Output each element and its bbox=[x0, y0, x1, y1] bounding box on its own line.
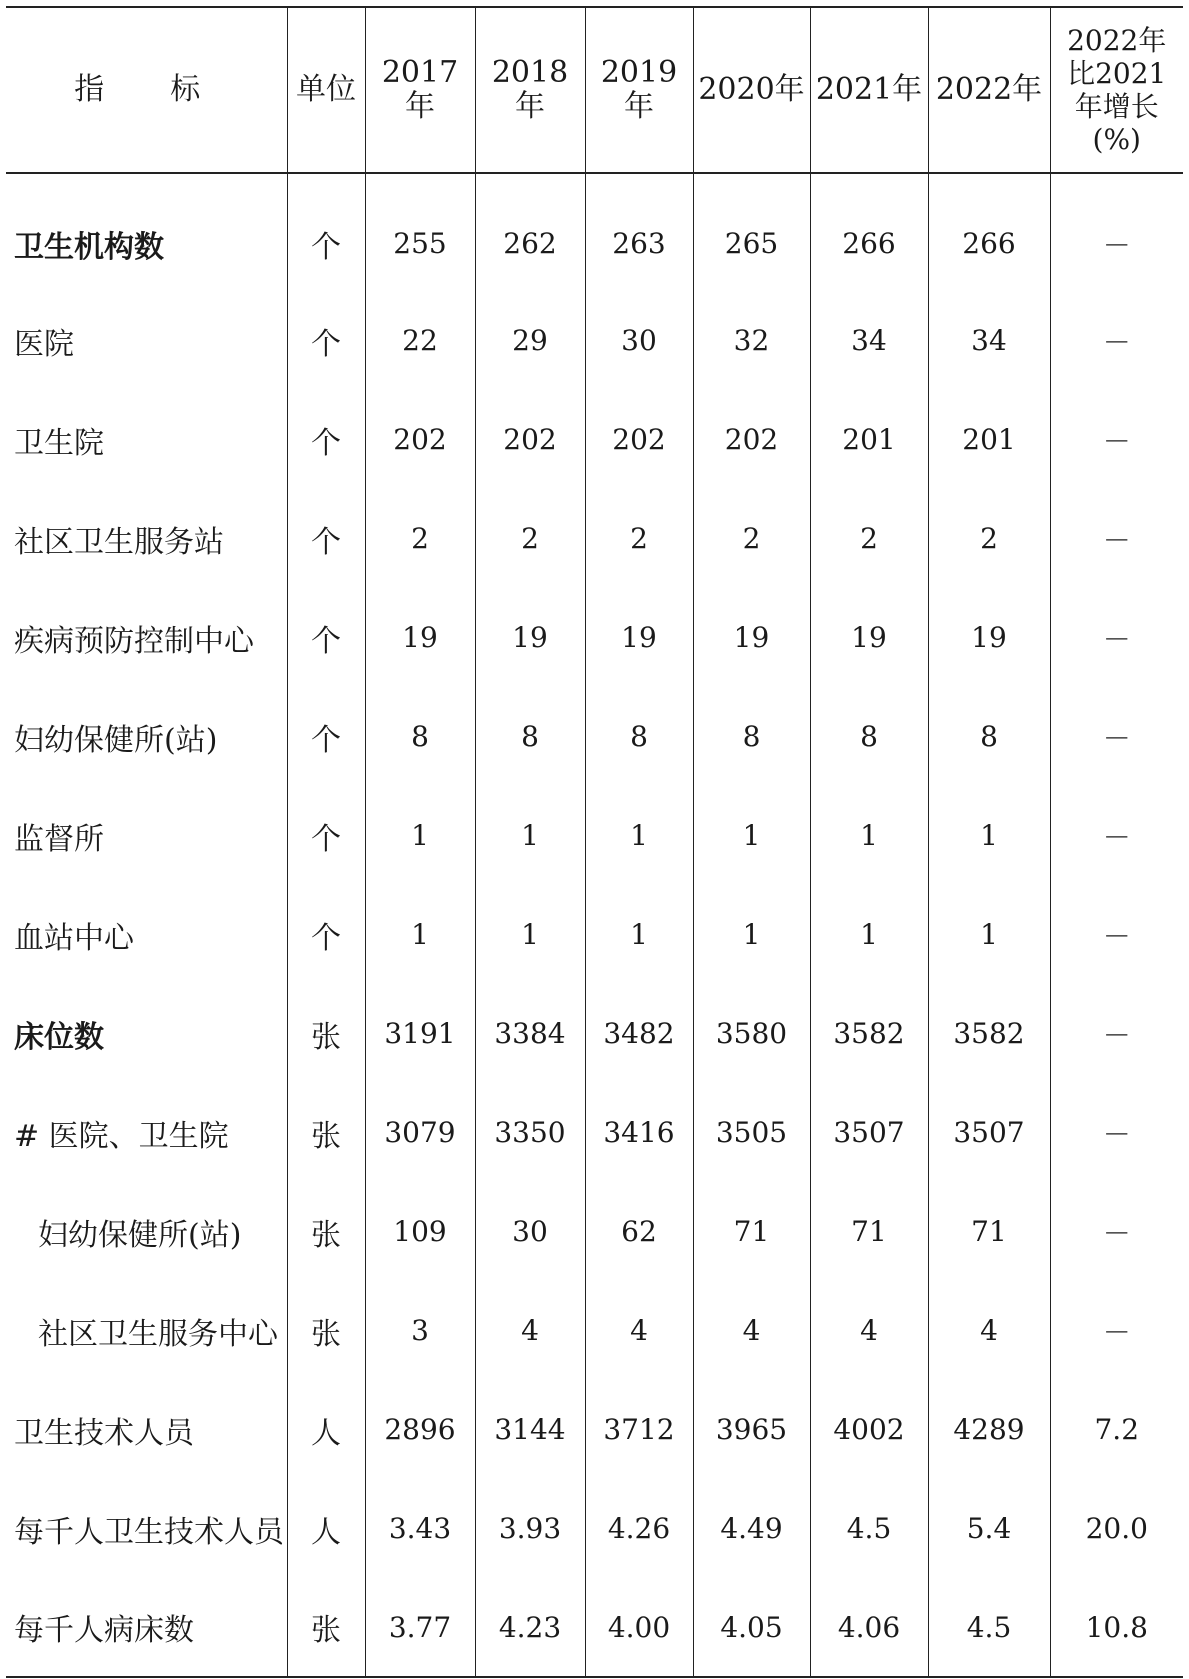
row-value-2018: 3.93 bbox=[475, 1479, 585, 1578]
row-value-2021: 8 bbox=[810, 687, 928, 786]
row-indicator-name: 妇幼保健所(站) bbox=[14, 722, 218, 758]
row-value-2021: 34 bbox=[810, 291, 928, 390]
row-value-2017: 3.43 bbox=[365, 1479, 475, 1578]
statistics-table-container bbox=[6, 6, 1183, 1678]
row-value-2017: 2 bbox=[365, 489, 475, 588]
row-value-2018: 30 bbox=[475, 1182, 585, 1281]
row-value-2022: 71 bbox=[928, 1182, 1050, 1281]
table-row bbox=[6, 1380, 1183, 1479]
row-unit: 人 bbox=[287, 1479, 365, 1578]
row-value-2020: 265 bbox=[693, 173, 810, 291]
row-value-2018: 1 bbox=[475, 786, 585, 885]
row-indicator-name: 社区卫生服务中心 bbox=[38, 1316, 278, 1352]
row-indicator-name: 卫生机构数 bbox=[14, 229, 164, 265]
row-unit: 张 bbox=[287, 1578, 365, 1677]
row-value-2018: 1 bbox=[475, 885, 585, 984]
table-body bbox=[6, 173, 1183, 1677]
row-value-2017: 19 bbox=[365, 588, 475, 687]
row-value-2019: 4 bbox=[585, 1281, 693, 1380]
row-unit: 个 bbox=[287, 390, 365, 489]
row-value-2019: 202 bbox=[585, 390, 693, 489]
header-year-2019: 2019年 bbox=[585, 7, 693, 173]
row-value-2017: 255 bbox=[365, 173, 475, 291]
header-year-2020: 2020年 bbox=[693, 7, 810, 173]
row-value-2018: 3144 bbox=[475, 1380, 585, 1479]
row-value-2019: 8 bbox=[585, 687, 693, 786]
row-unit: 人 bbox=[287, 1380, 365, 1479]
row-growth: － bbox=[1050, 885, 1183, 984]
table-row bbox=[6, 984, 1183, 1083]
row-value-2021: 4.06 bbox=[810, 1578, 928, 1677]
row-value-2020: 4 bbox=[693, 1281, 810, 1380]
row-value-2019: 2 bbox=[585, 489, 693, 588]
row-value-2017: 202 bbox=[365, 390, 475, 489]
row-value-2017: 8 bbox=[365, 687, 475, 786]
row-growth: － bbox=[1050, 786, 1183, 885]
row-value-2018: 3350 bbox=[475, 1083, 585, 1182]
row-growth: － bbox=[1050, 291, 1183, 390]
row-value-2019: 4.00 bbox=[585, 1578, 693, 1677]
row-value-2021: 19 bbox=[810, 588, 928, 687]
header-growth-line: 2022年 bbox=[1067, 23, 1167, 57]
row-value-2020: 8 bbox=[693, 687, 810, 786]
row-value-2018: 202 bbox=[475, 390, 585, 489]
row-indicator-name: 血站中心 bbox=[14, 920, 134, 956]
row-growth: － bbox=[1050, 984, 1183, 1083]
row-value-2019: 30 bbox=[585, 291, 693, 390]
row-value-2022: 4 bbox=[928, 1281, 1050, 1380]
header-growth-line: (%) bbox=[1092, 123, 1141, 157]
row-value-2017: 3.77 bbox=[365, 1578, 475, 1677]
row-value-2020: 4.05 bbox=[693, 1578, 810, 1677]
row-value-2017: 3079 bbox=[365, 1083, 475, 1182]
row-indicator-name: 每千人病床数 bbox=[6, 1578, 287, 1677]
row-unit: 个 bbox=[287, 173, 365, 291]
table-row bbox=[6, 885, 1183, 984]
row-value-2020: 19 bbox=[693, 588, 810, 687]
row-value-2021: 2 bbox=[810, 489, 928, 588]
row-value-2020: 3965 bbox=[693, 1380, 810, 1479]
row-value-2017: 1 bbox=[365, 885, 475, 984]
row-growth: － bbox=[1050, 489, 1183, 588]
row-value-2017: 109 bbox=[365, 1182, 475, 1281]
row-value-2020: 202 bbox=[693, 390, 810, 489]
row-value-2022: 4289 bbox=[928, 1380, 1050, 1479]
row-value-2018: 29 bbox=[475, 291, 585, 390]
row-value-2022: 201 bbox=[928, 390, 1050, 489]
row-value-2019: 1 bbox=[585, 885, 693, 984]
row-value-2019: 263 bbox=[585, 173, 693, 291]
row-value-2022: 1 bbox=[928, 786, 1050, 885]
row-value-2021: 4002 bbox=[810, 1380, 928, 1479]
row-value-2021: 201 bbox=[810, 390, 928, 489]
row-value-2021: 4 bbox=[810, 1281, 928, 1380]
row-value-2019: 4.26 bbox=[585, 1479, 693, 1578]
row-growth: － bbox=[1050, 588, 1183, 687]
row-value-2021: 1 bbox=[810, 885, 928, 984]
row-value-2020: 4.49 bbox=[693, 1479, 810, 1578]
table-row bbox=[6, 1182, 1183, 1281]
row-indicator-name: 疾病预防控制中心 bbox=[14, 623, 254, 659]
header-year-2021: 2021年 bbox=[810, 7, 928, 173]
row-value-2022: 34 bbox=[928, 291, 1050, 390]
table-row bbox=[6, 173, 1183, 291]
row-indicator-name: 社区卫生服务站 bbox=[14, 524, 224, 560]
row-value-2019: 3416 bbox=[585, 1083, 693, 1182]
row-growth: － bbox=[1050, 1182, 1183, 1281]
table-row bbox=[6, 1281, 1183, 1380]
row-value-2019: 62 bbox=[585, 1182, 693, 1281]
table-row bbox=[6, 786, 1183, 885]
row-unit: 个 bbox=[287, 687, 365, 786]
row-value-2022: 3507 bbox=[928, 1083, 1050, 1182]
health-statistics-table bbox=[6, 6, 1183, 1678]
row-indicator-name: 每千人卫生技术人员 bbox=[14, 1514, 284, 1550]
row-indicator-name: 监督所 bbox=[14, 821, 104, 857]
row-value-2017: 1 bbox=[365, 786, 475, 885]
row-value-2022: 1 bbox=[928, 885, 1050, 984]
header-year-2018: 2018年 bbox=[475, 7, 585, 173]
row-value-2021: 3507 bbox=[810, 1083, 928, 1182]
table-row bbox=[6, 489, 1183, 588]
header-year-2022: 2022年 bbox=[928, 7, 1050, 173]
row-unit: 个 bbox=[287, 588, 365, 687]
header-unit: 单位 bbox=[287, 7, 365, 173]
row-value-2020: 71 bbox=[693, 1182, 810, 1281]
row-value-2020: 32 bbox=[693, 291, 810, 390]
row-value-2021: 71 bbox=[810, 1182, 928, 1281]
row-unit: 张 bbox=[287, 1182, 365, 1281]
row-growth: － bbox=[1050, 1083, 1183, 1182]
row-value-2020: 1 bbox=[693, 786, 810, 885]
row-value-2022: 5.4 bbox=[928, 1479, 1050, 1578]
row-value-2021: 266 bbox=[810, 173, 928, 291]
table-row bbox=[6, 390, 1183, 489]
table-row bbox=[6, 588, 1183, 687]
row-value-2018: 262 bbox=[475, 173, 585, 291]
row-indicator-name: 卫生院 bbox=[14, 425, 104, 461]
row-value-2019: 3712 bbox=[585, 1380, 693, 1479]
header-year-2017: 2017年 bbox=[365, 7, 475, 173]
row-unit: 张 bbox=[287, 1083, 365, 1182]
row-value-2022: 266 bbox=[928, 173, 1050, 291]
row-value-2017: 3 bbox=[365, 1281, 475, 1380]
row-growth: 7.2 bbox=[1050, 1380, 1183, 1479]
row-value-2020: 1 bbox=[693, 885, 810, 984]
row-value-2018: 4 bbox=[475, 1281, 585, 1380]
row-value-2021: 1 bbox=[810, 786, 928, 885]
table-row bbox=[6, 291, 1183, 390]
row-value-2020: 3505 bbox=[693, 1083, 810, 1182]
header-growth bbox=[1050, 7, 1183, 173]
row-growth: － bbox=[1050, 390, 1183, 489]
row-value-2019: 1 bbox=[585, 786, 693, 885]
row-unit: 张 bbox=[287, 984, 365, 1083]
row-value-2017: 22 bbox=[365, 291, 475, 390]
header-growth-line: 年增长 bbox=[1074, 90, 1159, 123]
row-value-2018: 4.23 bbox=[475, 1578, 585, 1677]
row-indicator-name: # 医院、卫生院 bbox=[14, 1118, 229, 1154]
row-value-2018: 8 bbox=[475, 687, 585, 786]
row-unit: 个 bbox=[287, 885, 365, 984]
row-value-2019: 3482 bbox=[585, 984, 693, 1083]
row-growth: － bbox=[1050, 1281, 1183, 1380]
row-indicator-name: 医院 bbox=[14, 326, 74, 362]
row-growth: 20.0 bbox=[1050, 1479, 1183, 1578]
row-value-2022: 19 bbox=[928, 588, 1050, 687]
row-value-2022: 2 bbox=[928, 489, 1050, 588]
row-growth: － bbox=[1050, 687, 1183, 786]
table-row bbox=[6, 1578, 1183, 1677]
row-value-2019: 19 bbox=[585, 588, 693, 687]
table-row bbox=[6, 1479, 1183, 1578]
row-value-2017: 3191 bbox=[365, 984, 475, 1083]
row-value-2017: 2896 bbox=[365, 1380, 475, 1479]
header-indicator: 指 标 bbox=[6, 7, 287, 173]
table-row bbox=[6, 1083, 1183, 1182]
header-growth-line: 比2021 bbox=[1067, 56, 1167, 90]
row-indicator-name: 妇幼保健所(站) bbox=[38, 1217, 242, 1253]
row-value-2022: 4.5 bbox=[928, 1578, 1050, 1677]
table-header bbox=[6, 7, 1183, 173]
row-unit: 个 bbox=[287, 291, 365, 390]
row-value-2022: 8 bbox=[928, 687, 1050, 786]
row-value-2018: 2 bbox=[475, 489, 585, 588]
row-unit: 个 bbox=[287, 786, 365, 885]
row-value-2020: 2 bbox=[693, 489, 810, 588]
row-unit: 张 bbox=[287, 1281, 365, 1380]
row-value-2018: 19 bbox=[475, 588, 585, 687]
row-unit: 个 bbox=[287, 489, 365, 588]
row-indicator-name: 卫生技术人员 bbox=[14, 1415, 194, 1451]
row-value-2020: 3580 bbox=[693, 984, 810, 1083]
row-indicator-name: 床位数 bbox=[14, 1019, 104, 1055]
row-growth: － bbox=[1050, 173, 1183, 291]
row-value-2022: 3582 bbox=[928, 984, 1050, 1083]
table-row bbox=[6, 687, 1183, 786]
header-row bbox=[6, 7, 1183, 173]
row-value-2021: 3582 bbox=[810, 984, 928, 1083]
row-value-2021: 4.5 bbox=[810, 1479, 928, 1578]
row-growth: 10.8 bbox=[1050, 1578, 1183, 1677]
row-value-2018: 3384 bbox=[475, 984, 585, 1083]
